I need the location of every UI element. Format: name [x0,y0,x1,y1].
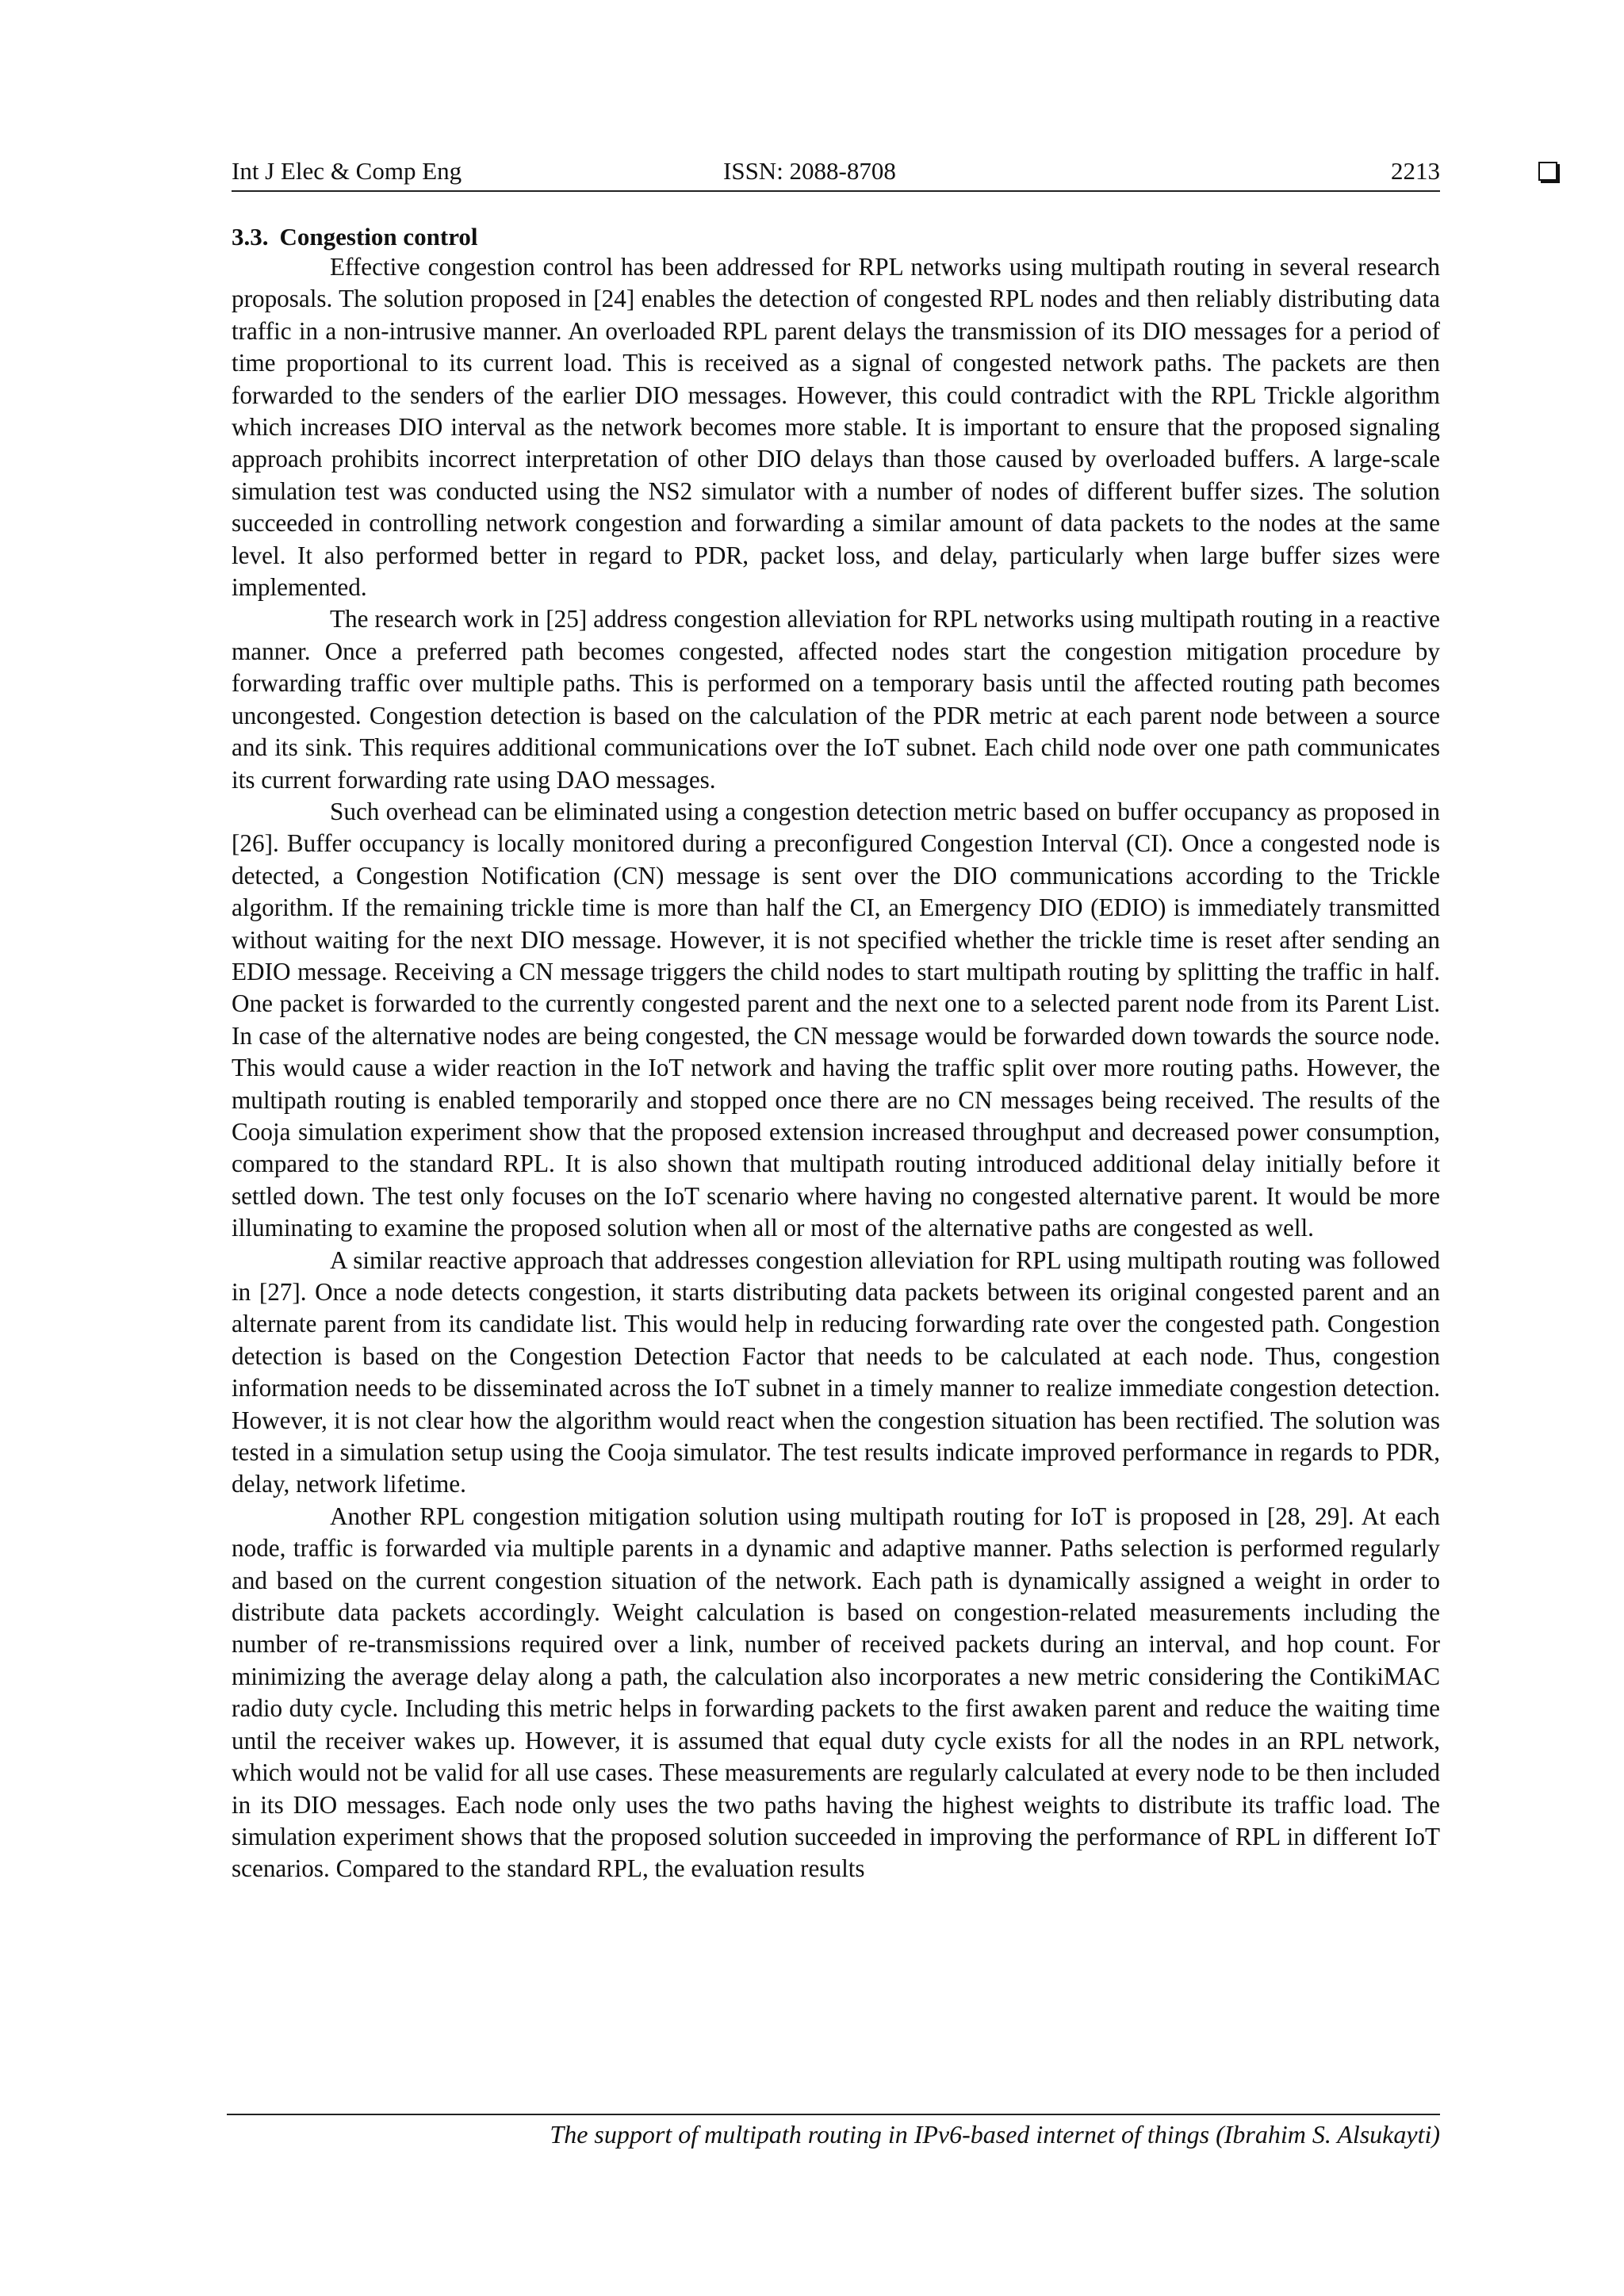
section-heading [232,223,478,251]
paragraph: Another RPL congestion mitigation solution using multipath routing for IoT is proposed in [28, 29]. At each node, traffic is forwarded via multiple parents in a dynamic and adaptive manner. Paths selection is performed regularly and based on the current congestion situation of the network. Each path is dynamically assigned a weight in order to distribute data packets accordingly. Weight calculation is based on congestion-related measurements including the number of re-transmissions required over a link, number of received packets during an interval, and hop count. For minimizing the average delay along a path, the calculation also incorporates a new metric considering the ContikiMAC radio duty cycle. Including this metric helps in forwarding packets to the first awaken parent and reduce the waiting time until the receiver wakes up. However, it is assumed that equal duty cycle exists for all the nodes in an RPL network, which would not be valid for all use cases. These measurements are regularly calculated at every node to be then included in its DIO messages. Each node only uses the two paths having the highest weights to distribute its traffic load. The simulation experiment shows that the proposed solution succeeded in improving the performance of RPL in different IoT scenarios. Compared to the standard RPL, the evaluation results [232,1502,1440,1883]
paragraph: Effective congestion control has been addressed for RPL networks using multipath routing in several research proposals. The solution proposed in [24] enables the detection of congested RPL nodes and then reliably distributing data traffic in a non-intrusive manner. An overloaded RPL parent delays the transmission of its DIO messages for a period of time proportional to its current load. This is received as a signal of congested network paths. The packets are then forwarded to the senders of the earlier DIO messages. However, this could contradict with the RPL Trickle algorithm which increases DIO interval as the network becomes more stable. It is important to ensure that the proposed signaling approach prohibits incorrect interpretation of other DIO delays than those caused by overloaded buffers. A large-scale simulation test was conducted using the NS2 simulator with a number of nodes of different buffer sizes. The solution succeeded in controlling network congestion and forwarding a similar amount of data packets to the nodes at the same level. It also performed better in regard to PDR, packet loss, and delay, particularly when large buffer sizes were implemented. [232,253,1440,602]
running-footer: The support of multipath routing in IPv6-based internet of things (Ibrahim S. Alsukayti) [550,2120,1440,2149]
page-header [232,155,1440,192]
section-number: 3.3. [232,223,269,251]
footer-divider [227,2114,1440,2115]
checkbox-square-icon [1538,162,1557,181]
body-text [232,251,1440,1885]
section-title: Congestion control [279,223,478,251]
paragraph: A similar reactive approach that addresses congestion alleviation for RPL using multipath routing was followed in [27]. Once a node detects congestion, it starts distributing data packets between its original congested parent and an alternate parent from its candidate list. This would help in reducing forwarding rate over the congested path. Congestion detection is based on the Congestion Detection Factor that needs to be calculated at each node. Thus, congestion information needs to be disseminated across the IoT subnet in a timely manner to realize immediate congestion detection. However, it is not clear how the algorithm would react when the congestion situation has been rectified. The solution was tested in a simulation setup using the Cooja simulator. The test results indicate improved performance in regards to PDR, delay, network lifetime. [232,1246,1440,1498]
paragraph: Such overhead can be eliminated using a congestion detection metric based on buffer occupancy as proposed in [26]. Buffer occupancy is locally monitored during a preconfigured Congestion Interval (CI). Once a congested node is detected, a Congestion Notification (CN) message is sent over the DIO communications according to the Trickle algorithm. If the remaining trickle time is more than half the CI, an Emergency DIO (EDIO) is immediately transmitted without waiting for the next DIO message. However, it is not specified whether the trickle time is reset after sending an EDIO message. Receiving a CN message triggers the child nodes to start multipath routing by splitting the traffic in half. One packet is forwarded to the currently congested parent and the next one to a selected parent node from its Parent List. In case of the alternative nodes are being congested, the CN message would be forwarded down towards the source node. This would cause a wider reaction in the IoT network and having the traffic split over more routing paths. However, the multipath routing is enabled temporarily and stopped once there are no CN messages being received. The results of the Cooja simulation experiment show that the proposed extension increased throughput and decreased power consumption, compared to the standard RPL. It is also shown that multipath routing introduced additional delay initially before it settled down. The test only focuses on the IoT scenario where having no congested alternative parent. It would be more illuminating to examine the proposed solution when all or most of the alternative paths are congested as well. [232,797,1440,1242]
journal-name: Int J Elec & Comp Eng [232,157,462,185]
page-number: 2213 [1391,157,1440,185]
paragraph: The research work in [25] address congestion alleviation for RPL networks using multipath routing in a reactive manner. Once a preferred path becomes congested, affected nodes start the congestion mitigation procedure by forwarding traffic over multiple paths. This is performed on a temporary basis until the affected routing path becomes uncongested. Congestion detection is based on the calculation of the PDR metric at each parent node between a source and its sink. This requires additional communications over the IoT subnet. Each child node over one path communicates its current forwarding rate using DAO messages. [232,605,1440,794]
journal-issn: ISSN: 2088-8708 [723,157,896,185]
